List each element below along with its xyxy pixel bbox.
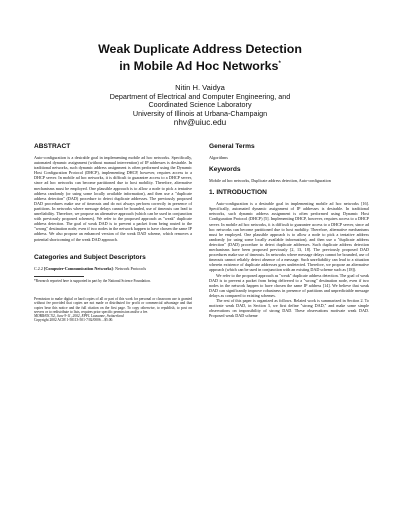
copyright-line: Copyright 2002 ACM 1-58113-501-7/02/0006 ...$5.00.: [34, 318, 114, 323]
paper-title: [0, 42, 400, 73]
affiliation-line-2: Coordinated Science Laboratory: [148, 100, 252, 110]
introduction-paragraph-1: Auto-configuration is a desirable goal in implementing mobile ad hoc networks [16]. Specifically, automated dynamic assignment of IP addresses is desirable. In traditional networks, such dynamic address assignment is often performed using Dynamic Host Configuration Protocol (DHCP) [5]. Implementing DHCP, however, requires access to a DHCP server. In mobile ad hoc networks, it is difficult to guarantee access to a DHCP server, since ad hoc networks can become partitioned due to host mobility. Therefore, alternative mechanisms must be employed. One plausible approach is to allow a node to pick a tentative address randomly (or using some locally available information), and then use a "duplicate address detection" (DAD) procedure to detect duplicate addresses. Such duplicate address detection mechanisms have been proposed previously [2, 13, 18]. The previously proposed DAD procedures make use of timeouts. In networks where message delays cannot be bounded, use of timeouts cannot reliably detect absence of a message. Such unreliability can lead to a situation wherein existence of duplicate addresses goes undetected. Therefore, we propose an alternative approach (which can be used in conjunction with an existing DAD scheme such as [18]).: [209, 201, 369, 273]
title-line-1: Weak Duplicate Address Detection: [98, 42, 302, 56]
author-block: [0, 84, 400, 128]
left-column: [34, 143, 192, 323]
categories-descriptor: : Network Protocols: [112, 265, 147, 271]
abstract-heading: ABSTRACT: [34, 143, 71, 150]
general-terms-heading: General Terms: [209, 143, 255, 150]
introduction-paragraph-2: We refer to the proposed approach as "weak" duplicate address detection. The goal of weak DAD is to prevent a packet from being delivered to a "wrong" destination node, even if two nodes in the network happen to have chosen the same IP address [14]. We believe that weak DAD can significantly improve robustness in presence of partitions and unpredictable message delays as compared to existing schemes.: [209, 272, 369, 298]
right-column: [209, 143, 369, 318]
venue-text: MOBIHOC'02, June 9-11, 2002, EPFL Lausanne, Switzerland: [34, 314, 124, 319]
title-line-2-text: in Mobile Ad Hoc Networks: [119, 58, 279, 73]
introduction-heading: 1. INTRODUCTION: [209, 189, 267, 197]
author-name: Nitin H. Vaidya: [175, 83, 225, 92]
footnote-rule: [34, 276, 84, 277]
author-email: nhv@uiuc.edu: [173, 118, 227, 128]
affiliation-line-3: University of Illinois at Urbana-Champaign: [132, 108, 268, 118]
title-footnote-mark: *: [278, 60, 281, 67]
categories-label: [Computer-Communication Networks]: [44, 265, 113, 271]
abstract-text: Auto-configuration is a desirable goal in implementing mobile ad hoc networks. Specifically, automated dynamic assignment (without manual intervention) of IP addresses is desirable. In traditional networks, such dynamic address assignment is often performed using the Dynamic Host Configuration Protocol (DHCP), implementing DHCP, however, requires access to a DHCP server. In mobile ad hoc networks, it is difficult to guarantee access to a DHCP server, since ad hoc networks can become partitioned due to host mobility. Therefore, alternative mechanisms must be employed. One plausible approach is to allow a node to pick a tentative address randomly (or using some locally available information), and then use a "duplicate address detection" (DAD) procedure to detect duplicate addresses. The previously proposed DAD procedures make use of timeouts and do not always perform correctly in presence of partitions. In networks where message delays cannot be bounded, use of timeouts can lead to unreliability. Therefore, we propose an alternative approach (which can be used in conjunction with previously proposed schemes). We refer to the proposed approach as "weak" duplicate address detection. The goal of weak DAD is to prevent a packet from being routed to the "wrong" destination node, even if two nodes in the network happen to have chosen the same IP address. We also propose an enhanced version of the weak DAD scheme, which removes a potential shortcoming of the weak DAD approach.: [34, 155, 192, 242]
categories-code: C.2.2: [34, 265, 43, 271]
categories-text: [34, 266, 192, 271]
permission-notice: Permission to make digital or hard copies of all or part of this work for personal or classroom use is granted without fee provided that copies are not made or distributed for profit or commercial advantage and that copies bear this notice and the full citation on the first page. To copy otherwise, to republish, to post on servers or to redistribute to lists, requires prior specific permission and/or a fee.: [34, 296, 192, 314]
introduction-paragraph-3: The rest of this paper is organized as follows. Related work is summarized in Section 2. To motivate weak DAD, in Section 3, we first define "strong DAD," and make some simple observations on impossibility of strong DAD. These observations motivate weak DAD. Proposed weak DAD scheme: [209, 297, 369, 319]
keywords-heading: Keywords: [209, 166, 241, 174]
title-line-2: [0, 57, 400, 74]
general-terms-text: Algorithms: [209, 155, 228, 160]
footnote-text: *Research reported here is supported in part by the National Science Foundation.: [34, 278, 151, 283]
categories-heading: Categories and Subject Descriptors: [34, 253, 146, 261]
affiliation-line-1: Department of Electrical and Computer Engineering, and: [109, 91, 291, 101]
keywords-text: Mobile ad hoc networks, Duplicate address detection, Auto-configuration: [209, 178, 331, 184]
